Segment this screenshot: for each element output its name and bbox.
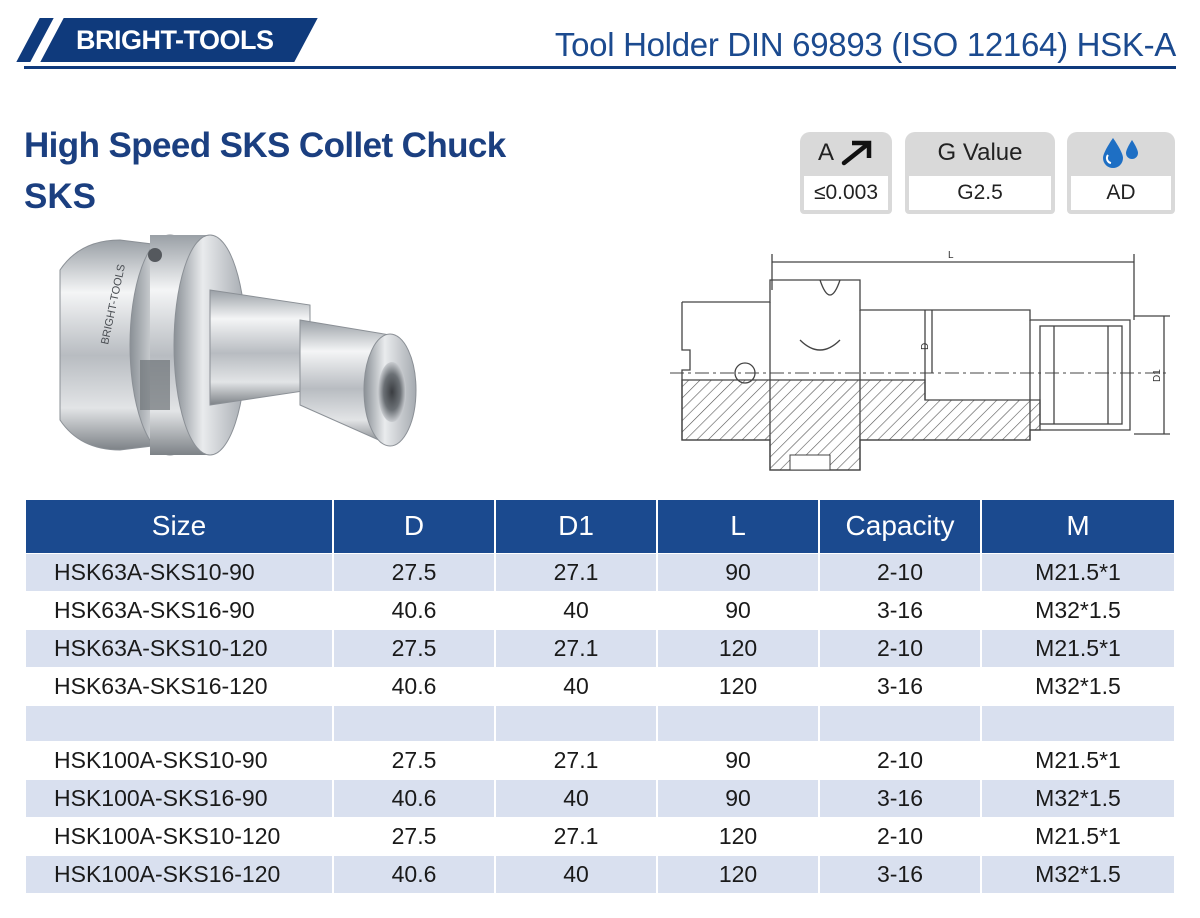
table-row	[26, 667, 1174, 705]
cell-m: M21.5*1	[981, 629, 1174, 667]
cell-capacity: 3-16	[819, 779, 981, 817]
cell-size: HSK100A-SKS16-90	[26, 779, 333, 817]
cell-capacity: 2-10	[819, 741, 981, 779]
cell-m: M32*1.5	[981, 667, 1174, 705]
table-row	[26, 629, 1174, 667]
col-header-size: Size	[26, 500, 333, 553]
accuracy-badge	[800, 132, 892, 214]
cell-d: 27.5	[333, 817, 495, 855]
cell-capacity: 2-10	[819, 553, 981, 591]
cell-capacity: 3-16	[819, 855, 981, 893]
g-value: G2.5	[909, 176, 1051, 210]
cell-d1: 40	[495, 667, 657, 705]
accuracy-label: A	[817, 139, 834, 166]
col-header-m: M	[981, 500, 1174, 553]
cell-d: 40.6	[333, 855, 495, 893]
cell-d1: 27.1	[495, 553, 657, 591]
cell-d1: 40	[495, 779, 657, 817]
g-value-label: G Value	[937, 139, 1023, 166]
table-header-row	[26, 500, 1174, 553]
cell-capacity: 2-10	[819, 817, 981, 855]
table-spacer-row	[26, 705, 1174, 741]
cell-d1: 27.1	[495, 629, 657, 667]
cell-d1: 27.1	[495, 741, 657, 779]
cell-d1: 40	[495, 855, 657, 893]
cell-size: HSK63A-SKS16-120	[26, 667, 333, 705]
table-row	[26, 855, 1174, 893]
col-header-l: L	[657, 500, 819, 553]
photo-engraving: BRIGHT-TOOLS	[99, 263, 128, 346]
coolant-badge-header	[1067, 132, 1175, 174]
drawing-label-l: L	[948, 250, 954, 261]
cell-m: M21.5*1	[981, 741, 1174, 779]
spec-table	[26, 500, 1174, 893]
table-row	[26, 779, 1174, 817]
product-subtitle: SKS	[24, 177, 96, 216]
cell-d1: 40	[495, 591, 657, 629]
g-value-badge	[905, 132, 1055, 214]
cell-m: M32*1.5	[981, 855, 1174, 893]
cell-size: HSK100A-SKS10-90	[26, 741, 333, 779]
cell-size: HSK63A-SKS10-120	[26, 629, 333, 667]
brand-name: BRIGHT-TOOLS	[76, 25, 274, 55]
cell-d: 27.5	[333, 741, 495, 779]
product-photo	[40, 210, 440, 490]
col-header-d: D	[333, 500, 495, 553]
cell-size: HSK63A-SKS10-90	[26, 553, 333, 591]
accuracy-value: ≤0.003	[804, 176, 888, 210]
drawing-label-d1: D1	[1152, 369, 1163, 382]
col-header-d1: D1	[495, 500, 657, 553]
cell-size: HSK100A-SKS16-120	[26, 855, 333, 893]
cell-size: HSK63A-SKS16-90	[26, 591, 333, 629]
cell-l: 90	[657, 591, 819, 629]
cell-m: M32*1.5	[981, 779, 1174, 817]
technical-drawing	[670, 240, 1180, 480]
cell-d: 27.5	[333, 553, 495, 591]
product-title: High Speed SKS Collet Chuck	[24, 126, 506, 165]
coolant-value: AD	[1071, 176, 1171, 210]
coolant-badge	[1067, 132, 1175, 214]
table-row	[26, 591, 1174, 629]
accuracy-badge-header	[800, 132, 892, 174]
cell-l: 120	[657, 855, 819, 893]
cell-l: 90	[657, 741, 819, 779]
cell-l: 90	[657, 779, 819, 817]
cell-l: 120	[657, 667, 819, 705]
coolant-drops-icon	[1099, 136, 1143, 170]
table-row	[26, 741, 1174, 779]
cell-l: 120	[657, 817, 819, 855]
arrow-up-right-icon	[840, 139, 874, 167]
cell-m: M21.5*1	[981, 817, 1174, 855]
table-row	[26, 553, 1174, 591]
cell-d: 27.5	[333, 629, 495, 667]
brand-logo	[28, 18, 308, 62]
page-title: Tool Holder DIN 69893 (ISO 12164) HSK-A	[554, 26, 1176, 63]
cell-d: 40.6	[333, 591, 495, 629]
cell-size: HSK100A-SKS10-120	[26, 817, 333, 855]
cell-d1: 27.1	[495, 817, 657, 855]
cell-l: 120	[657, 629, 819, 667]
cell-capacity: 3-16	[819, 667, 981, 705]
col-header-capacity: Capacity	[819, 500, 981, 553]
cell-d: 40.6	[333, 779, 495, 817]
header-divider	[24, 66, 1176, 69]
cell-l: 90	[657, 553, 819, 591]
table-row	[26, 817, 1174, 855]
drawing-label-d: D	[920, 342, 931, 350]
cell-capacity: 2-10	[819, 629, 981, 667]
cell-m: M32*1.5	[981, 591, 1174, 629]
cell-d: 40.6	[333, 667, 495, 705]
cell-m: M21.5*1	[981, 553, 1174, 591]
cell-capacity: 3-16	[819, 591, 981, 629]
